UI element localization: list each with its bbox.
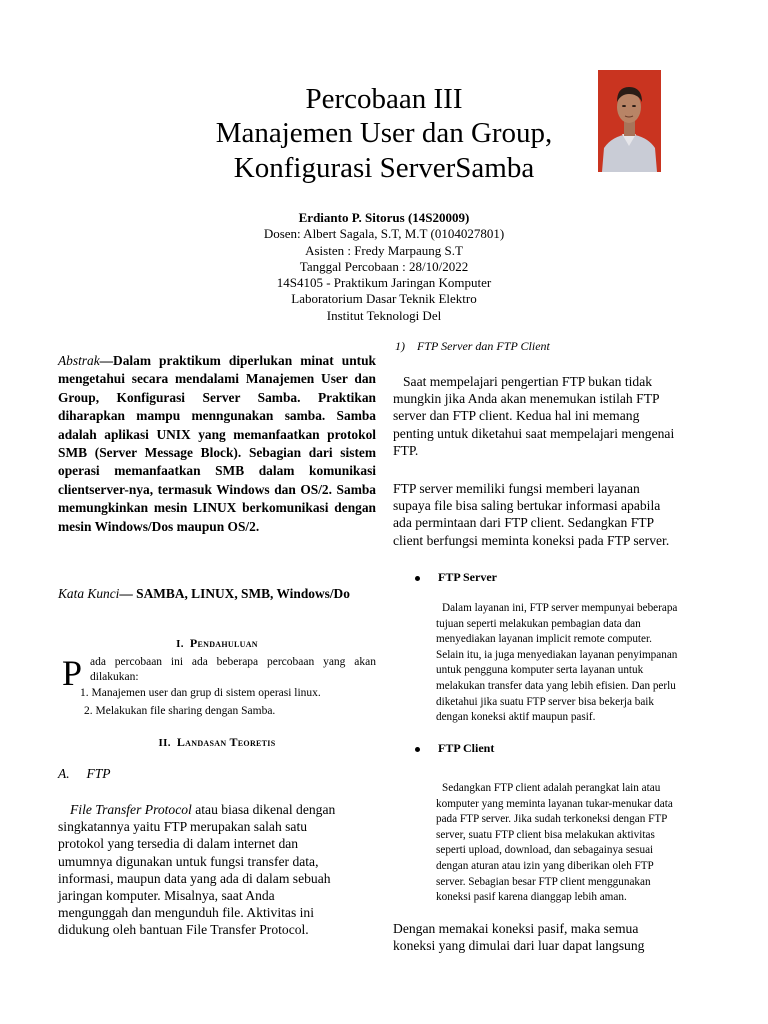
- author-info: [0, 210, 768, 324]
- subsection-ftp: [58, 766, 111, 782]
- bullet-ftp-server: FTP Server: [415, 570, 497, 585]
- right-paragraph-3: Dengan memakai koneksi pasif, maka semua koneksi yang dimulai dari luar dapat langsung: [393, 921, 645, 954]
- abstract: [58, 352, 376, 536]
- paper-title-line3: Konfigurasi ServerSamba: [233, 152, 535, 184]
- subsection-title: FTP: [86, 766, 111, 781]
- list-item: 1. Manajemen user dan grup di sistem operasi linux.: [80, 687, 321, 699]
- ftp-italic: File Transfer Protocol: [70, 802, 192, 817]
- ftp-server-paragraph: Dalam layanan ini, FTP server mempunyai beberapa tujuan seperti melakukan pembagian data dan menyediakan layanan implicit remote computer. Selain itu, ia juga menyediakan layanan penyimpanan untuk pengguna komputer serta layanan untuk melakukan transfer data yang lebih efisien. Dan perlu diketahui jika suatu FTP server bisa bekerja baik dengan koneksi aktif maupun pasif.: [436, 602, 678, 724]
- dosen-line: Dosen: Albert Sagala, S.T, M.T (0104027801): [263, 226, 505, 242]
- author-photo: [598, 70, 661, 172]
- abstract-text: —Dalam praktikum diperlukan minat untuk mengetahui secara mendalami Manajemen User dan Group, Konfigurasi Server Samba. Praktikan diharapkan mampu menngunakan samba. Samba adalah aplikasi UNIX yang memanfaatkan protokol SMB (Server Message Block). Sebagian dari sistem operasi memanfaatkan SMB dalam komunikasi clientserver-nya, termasuk Windows dan OS/2. Samba memungkinkan mesin LINUX berkomunikasi dengan mesin Windows/Dos maupun OS/2.: [58, 353, 376, 534]
- section-number: II.: [158, 737, 171, 749]
- paper-title-line2: Manajemen User dan Group,: [215, 117, 553, 149]
- abstract-label: Abstrak: [58, 353, 100, 368]
- bullet-icon: [415, 576, 420, 581]
- section-heading-landasan: [58, 735, 376, 750]
- lab-line: Laboratorium Dasar Teknik Elektro: [291, 291, 477, 307]
- right-paragraph-2: FTP server memiliki fungsi memberi layanan supaya file bisa saling bertukar informasi apabila ada permintaan dari FTP client. Sedangkan FTP client berfungsi meminta koneksi pada FTP server.: [393, 481, 670, 548]
- section-heading-pendahuluan: [58, 636, 376, 651]
- paper-title-line1: Percobaan III: [305, 83, 463, 115]
- section-title: Pendahuluan: [189, 636, 258, 650]
- section-number: I.: [176, 638, 184, 650]
- course-line: 14S4105 - Praktikum Jaringan Komputer: [276, 275, 492, 291]
- ftp-paragraph: File Transfer Protocol atau biasa dikenal dengan singkatannya yaitu FTP merupakan salah satu protokol yang tersedia di dalam internet dan umumnya digunakan untuk fungsi transfer data, informasi, maupun data yang ada di dalam sebuah jaringan komputer. Misalnya, saat Anda mengunggah dan mengunduh file. Aktivitas ini didukung oleh bantuan File Transfer Protocol.: [58, 802, 336, 938]
- ftp-client-paragraph: Sedangkan FTP client adalah perangkat lain atau komputer yang meminta layanan tukar-menukar data pada FTP server. Jika sudah terkoneksi dengan FTP server, suatu FTP client bisa melakukan aktivitas seperti upload, download, dan sebagainya sesuai dengan aturan atau izin yang diberikan oleh FTP server. Sebagian besar FTP client menggunakan koneksi pasif karena dianggap lebih aman.: [436, 782, 673, 904]
- author-name: Erdianto P. Sitorus (14S20009): [298, 210, 470, 225]
- intro-line2: dilakukan:: [90, 671, 139, 683]
- bullet-ftp-client: FTP Client: [415, 741, 494, 756]
- asisten-line: Asisten : Fredy Marpaung S.T: [305, 242, 463, 258]
- intro-line1: ada percobaan ini ada beberapa percobaan yang akan: [90, 656, 376, 668]
- drop-cap: P: [62, 653, 83, 693]
- keywords: [58, 585, 376, 603]
- bullet-icon: [415, 747, 420, 752]
- keywords-label: Kata Kunci: [58, 586, 120, 601]
- subsection-letter: A.: [58, 766, 70, 781]
- right-paragraph-1: Saat mempelajari pengertian FTP bukan tidak mungkin jika Anda akan menemukan istilah FTP server dan FTP client. Kedua hal ini memang penting untuk diketahui saat mempelajari mengenai FTP.: [393, 374, 675, 458]
- institute-line: Institut Teknologi Del: [326, 307, 442, 323]
- subsubsection-ftp-server-client: 1) FTP Server dan FTP Client: [395, 339, 550, 353]
- keywords-text: — SAMBA, LINUX, SMB, Windows/Do: [119, 586, 350, 601]
- section-title: Landasan Teoretis: [176, 735, 276, 749]
- tanggal-line: Tanggal Percobaan : 28/10/2022: [299, 258, 469, 274]
- list-item: 2. Melakukan file sharing dengan Samba.: [84, 705, 276, 717]
